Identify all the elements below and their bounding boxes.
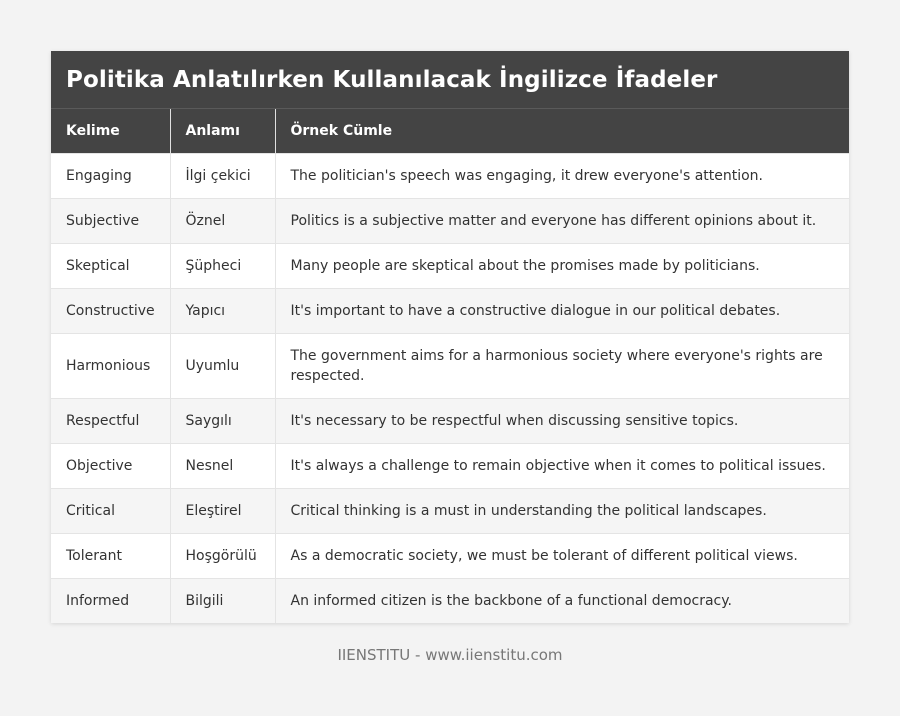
cell-example: An informed citizen is the backbone of a functional democracy. xyxy=(275,579,849,624)
cell-example: It's always a challenge to remain objective when it comes to political issues. xyxy=(275,444,849,489)
table-header-row xyxy=(51,109,849,154)
cell-meaning: Hoşgörülü xyxy=(170,534,275,579)
page-title: Politika Anlatılırken Kullanılacak İngilizce İfadeler xyxy=(66,66,718,93)
cell-word: Constructive xyxy=(51,289,170,334)
cell-meaning: Eleştirel xyxy=(170,489,275,534)
column-header-meaning: Anlamı xyxy=(170,109,275,154)
table-row xyxy=(51,444,849,489)
table-row xyxy=(51,534,849,579)
cell-word: Engaging xyxy=(51,154,170,199)
vocabulary-card xyxy=(51,51,849,623)
footer-credit: IIENSTITU - www.iienstitu.com xyxy=(337,646,563,664)
cell-meaning: Bilgili xyxy=(170,579,275,624)
table-row xyxy=(51,289,849,334)
table-row xyxy=(51,154,849,199)
table-row xyxy=(51,199,849,244)
cell-word: Critical xyxy=(51,489,170,534)
cell-example: Politics is a subjective matter and everyone has different opinions about it. xyxy=(275,199,849,244)
cell-word: Harmonious xyxy=(51,334,170,399)
cell-example: It's important to have a constructive dialogue in our political debates. xyxy=(275,289,849,334)
cell-meaning: Saygılı xyxy=(170,399,275,444)
cell-example: The government aims for a harmonious society where everyone's rights are respected. xyxy=(275,334,849,399)
table-row xyxy=(51,334,849,399)
column-header-word: Kelime xyxy=(51,109,170,154)
table-row xyxy=(51,244,849,289)
cell-word: Skeptical xyxy=(51,244,170,289)
cell-example: The politician's speech was engaging, it drew everyone's attention. xyxy=(275,154,849,199)
cell-meaning: İlgi çekici xyxy=(170,154,275,199)
title-bar xyxy=(51,51,849,109)
cell-word: Objective xyxy=(51,444,170,489)
cell-example: It's necessary to be respectful when discussing sensitive topics. xyxy=(275,399,849,444)
cell-example: Critical thinking is a must in understanding the political landscapes. xyxy=(275,489,849,534)
cell-word: Informed xyxy=(51,579,170,624)
column-header-example: Örnek Cümle xyxy=(275,109,849,154)
table-row xyxy=(51,489,849,534)
cell-word: Respectful xyxy=(51,399,170,444)
cell-example: As a democratic society, we must be tolerant of different political views. xyxy=(275,534,849,579)
table-row xyxy=(51,579,849,624)
cell-meaning: Yapıcı xyxy=(170,289,275,334)
cell-word: Tolerant xyxy=(51,534,170,579)
cell-meaning: Uyumlu xyxy=(170,334,275,399)
table-row xyxy=(51,399,849,444)
cell-meaning: Şüpheci xyxy=(170,244,275,289)
cell-word: Subjective xyxy=(51,199,170,244)
cell-meaning: Nesnel xyxy=(170,444,275,489)
vocabulary-table xyxy=(51,109,849,623)
cell-example: Many people are skeptical about the promises made by politicians. xyxy=(275,244,849,289)
cell-meaning: Öznel xyxy=(170,199,275,244)
